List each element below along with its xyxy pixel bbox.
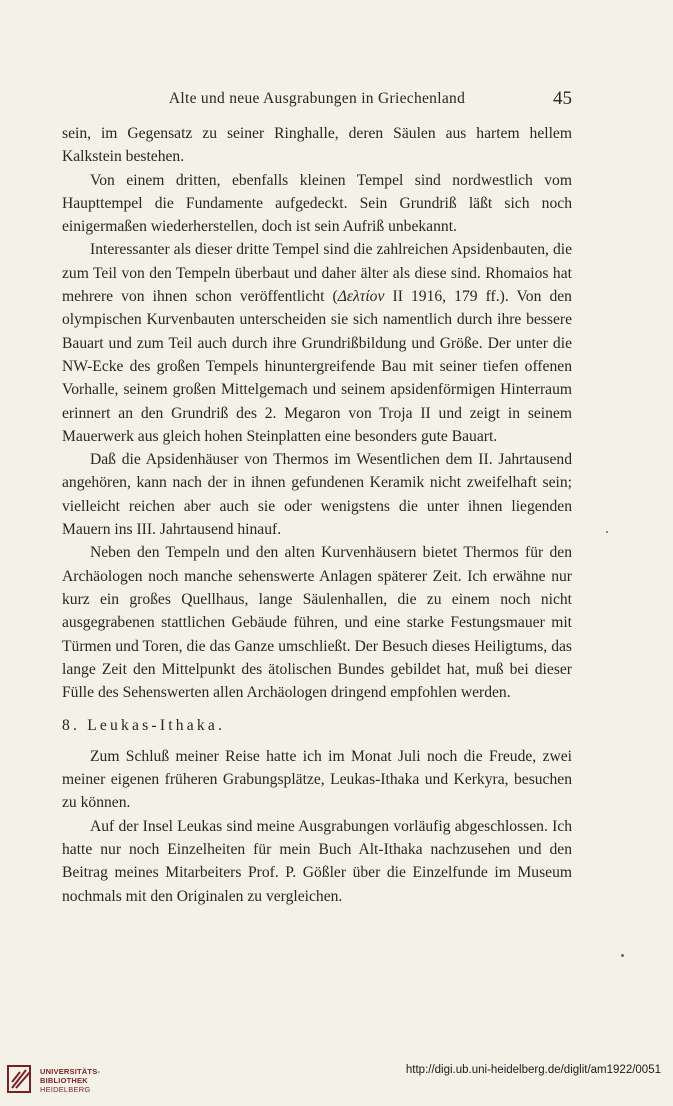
- paragraph-text: Zum Schluß meiner Reise hatte ich im Monat Juli noch die Freude, zwei meiner eigenen früheren Grabungsplätze, Leukas-Ithaka und Kerkyra, besuchen zu können.: [62, 747, 572, 812]
- library-seal-icon: [6, 1064, 36, 1096]
- body-text: [62, 122, 572, 908]
- greek-citation: Δελτίον: [337, 288, 385, 306]
- paragraph-text: Daß die Apsidenhäuser von Thermos im Wesentlichen dem II. Jahrtausend angehören, kann nach der in ihnen gefundenen Keramik nicht zweifelhaft sein; vielleicht reichen aber auch sie oder wenigstens die unter ihnen liegenden Mauern ins III. Jahrtausend hinauf.: [62, 451, 572, 539]
- paragraph: [62, 169, 572, 239]
- paragraph-text: Neben den Tempeln und den alten Kurvenhäusern bietet Thermos für den Archäologen noch manche sehenswerte Anlagen späterer Zeit. Ich erwähne nur kurz ein großes Quellhaus, lange Säulenhallen, die zu einem noch nicht ausgegrabenen stattlichen Gebäude führen, und eine starke Festungsmauer mit Türmen und Toren, die das Ganze umschließt. Der Besuch dieses Heiligtums, das lange Zeit den Mittelpunkt des ätolischen Bundes gebildet hat, muß bei dieser Fülle des Sehenswerten allen Archäologen dringend empfohlen werden.: [62, 544, 572, 702]
- library-logo[interactable]: [6, 1064, 166, 1098]
- paragraph-text: Auf der Insel Leukas sind meine Ausgrabungen vorläufig abgeschlossen. Ich hatte nur noch Einzelheiten für mein Buch Alt-Ithaka nachzusehen und den Beitrag meines Mitarbeiters Prof. P. Gößler über die Einzelfunde im Museum nochmals mit den Originalen zu vergleichen.: [62, 817, 572, 905]
- paragraphs-after-heading: [62, 745, 572, 908]
- library-line-2: BIBLIOTHEK: [40, 1076, 88, 1085]
- library-line-3: HEIDELBERG: [40, 1085, 91, 1094]
- page-number: 45: [553, 88, 572, 109]
- paragraph-text: II 1916, 179 ff.). Von den olympischen Kurvenbauten unterscheiden sie sich namentlich durch ihre bessere Bauart und zum Teil auch durch ihre Grundrißbildung und Größe. Der unter die NW-Ecke des großen Tempels hinuntergreifende Bau mit seiner tiefen offenen Vorhalle, seinem großen Mittelgemach und seinem apsidenförmigen Hinterraum erinnert an den Grundriß des 2. Megaron von Troja II und zeigt in seinem Mauerwerk aus gleich hohen Steinplatten eine besonders gute Bauart.: [62, 288, 572, 445]
- paragraph-text: sein, im Gegensatz zu seiner Ringhalle, deren Säulen aus hartem hellem Kalkstein bestehen.: [62, 125, 572, 166]
- paragraph-text: Von einem dritten, ebenfalls kleinen Tempel sind nordwestlich vom Haupttempel die Fundamente aufgedeckt. Sein Grundriß läßt sich noch einigermaßen wiederherstellen, doch ist sein Aufriß unbekannt.: [62, 171, 572, 236]
- running-title: Alte und neue Ausgrabungen in Griechenland: [168, 90, 466, 107]
- paragraph: [62, 815, 572, 908]
- dust-speck: [606, 531, 608, 533]
- paragraph: [62, 448, 572, 541]
- paragraph-text: Interessanter als dieser dritte Tempel sind die zahlreichen Apsidenbauten, die zum Teil von den Tempeln überbaut und daher älter als diese sind. Rhomaios hat mehrere von ihnen schon veröffentlicht (: [62, 241, 572, 306]
- library-name: [40, 1067, 100, 1094]
- paragraph: [62, 122, 572, 169]
- paragraph: [62, 238, 572, 448]
- paragraphs-before-heading: [62, 122, 572, 704]
- paragraph: [62, 541, 572, 704]
- source-url[interactable]: http://digi.ub.uni-heidelberg.de/diglit/am1922/0051: [405, 1064, 661, 1076]
- paragraph: [62, 745, 572, 815]
- section-heading: 8. Leukas-Ithaka.: [62, 717, 226, 735]
- page-header: [62, 88, 572, 112]
- library-line-1: UNIVERSITÄTS-: [40, 1067, 101, 1076]
- dust-speck: [621, 954, 624, 957]
